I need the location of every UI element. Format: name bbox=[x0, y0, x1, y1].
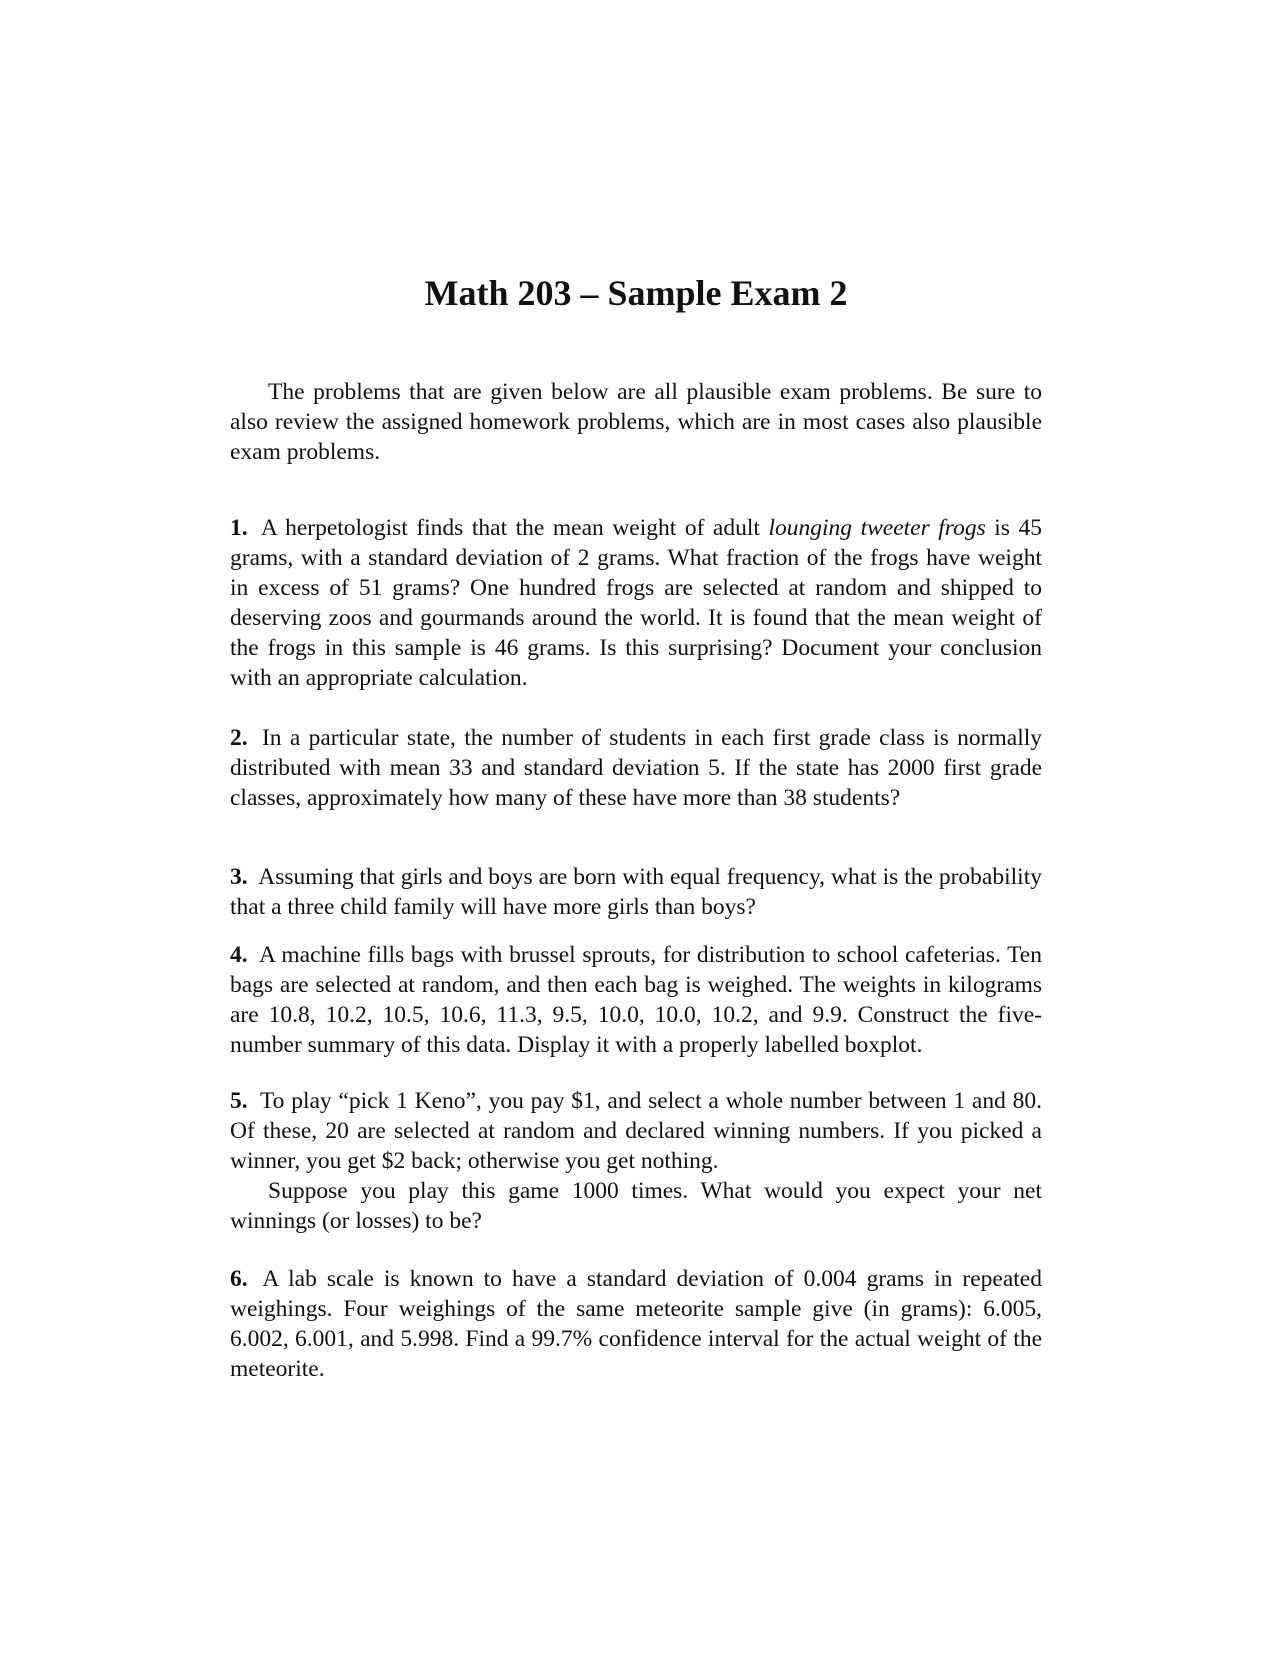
problem-5-body: To play “pick 1 Keno”, you pay $1, and select a whole number between 1 and 80. Of these, 20 are selected at random and declared winning numbers. If you picked a winner, you get $2 back; otherwise you get nothing. bbox=[230, 1088, 1042, 1174]
page-title: Math 203 – Sample Exam 2 bbox=[424, 273, 848, 313]
problem-2-text bbox=[230, 723, 1042, 813]
problem-2 bbox=[230, 723, 1042, 813]
problem-number: 5. bbox=[230, 1088, 248, 1114]
problem-6-text bbox=[230, 1264, 1042, 1384]
problem-1 bbox=[230, 513, 1042, 693]
problem-4-body: A machine fills bags with brussel sprouts, for distribution to school cafeterias. Ten bags are selected at random, and then each bag is weighed. The weights in kilograms are 10.8, 10.2, 10.5, 10.6, 11.3, 9.5, 10.0, 10.0, 10.2, and 9.9. Construct the five-number summary of this data. Display it with a properly labelled boxplot. bbox=[230, 942, 1042, 1058]
problem-number: 6. bbox=[230, 1266, 248, 1292]
problem-number: 2. bbox=[230, 725, 248, 751]
problem-1-text bbox=[230, 513, 1042, 693]
problem-4 bbox=[230, 940, 1042, 1060]
problem-1-text-before: A herpetologist finds that the mean weight of adult bbox=[260, 515, 760, 541]
problem-5-text bbox=[230, 1086, 1042, 1176]
problem-number: 3. bbox=[230, 864, 248, 890]
problem-3 bbox=[230, 862, 1042, 922]
problem-1-emphasis: lounging tweeter frogs bbox=[768, 515, 986, 541]
problem-6 bbox=[230, 1264, 1042, 1384]
problem-number: 1. bbox=[230, 515, 248, 541]
problem-number: 4. bbox=[230, 942, 248, 968]
problem-5-continuation: Suppose you play this game 1000 times. What would you expect your net winnings (or losses) to be? bbox=[230, 1178, 1042, 1234]
problem-3-body: Assuming that girls and boys are born with equal frequency, what is the probability that a three child family will have more girls than boys? bbox=[230, 864, 1042, 920]
intro-paragraph: The problems that are given below are all plausible exam problems. Be sure to also review the assigned homework problems, which are in most cases also plausible exam problems. bbox=[230, 379, 1042, 465]
problem-4-text bbox=[230, 940, 1042, 1060]
problem-5 bbox=[230, 1086, 1042, 1236]
problem-1-text-after: is 45 grams, with a standard deviation of 2 grams. What fraction of the frogs have weight in excess of 51 grams? One hundred frogs are selected at random and shipped to deserving zoos and gourmands around the world. It is found that the mean weight of the frogs in this sample is 46 grams. Is this surprising? Document your conclusion with an appropriate calculation. bbox=[230, 515, 1042, 691]
problem-6-body: A lab scale is known to have a standard deviation of 0.004 grams in repeated weighings. Four weighings of the same meteorite sample give (in grams): 6.005, 6.002, 6.001, and 5.998. Find a 99.7% confidence interval for the actual weight of the meteorite. bbox=[230, 1266, 1042, 1382]
problem-2-body: In a particular state, the number of students in each first grade class is normally distributed with mean 33 and standard deviation 5. If the state has 2000 first grade classes, approximately how many of these have more than 38 students? bbox=[230, 725, 1043, 811]
problem-3-text bbox=[230, 862, 1042, 922]
